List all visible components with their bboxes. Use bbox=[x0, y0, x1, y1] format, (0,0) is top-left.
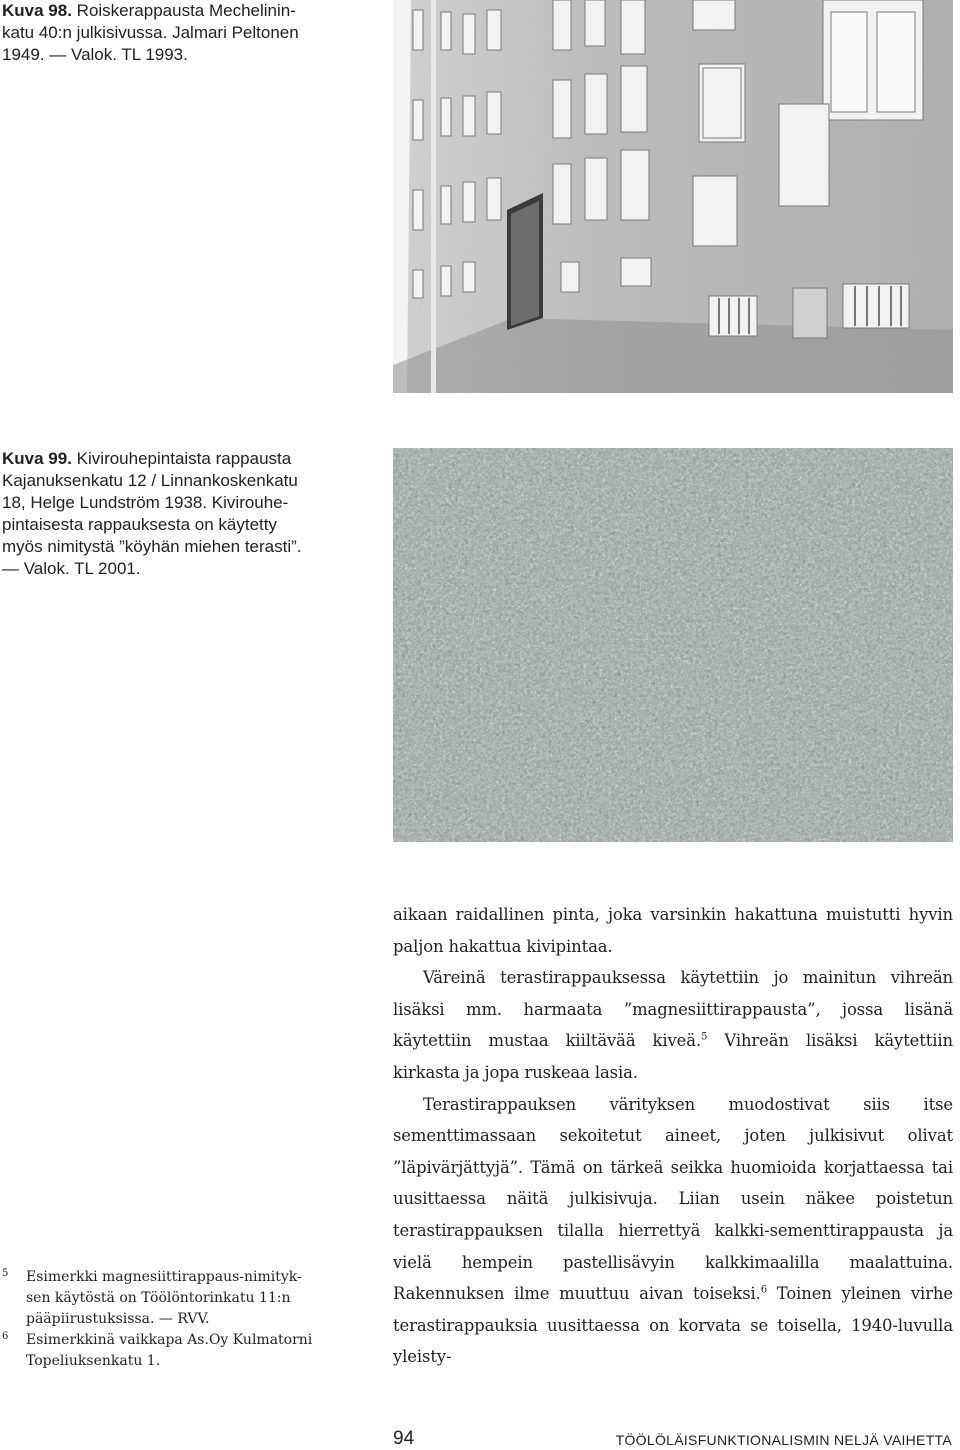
body-paragraph-2 bbox=[393, 962, 953, 1088]
figure-99-caption-line: Kivirouhepintaista rappausta bbox=[76, 449, 292, 468]
footnote-6 bbox=[2, 1330, 362, 1372]
figure-99-caption bbox=[2, 448, 382, 580]
figure-99-caption-line: pintaisesta rappauksesta on käytetty bbox=[2, 515, 277, 534]
figure-99-caption-line: Kajanuksenkatu 12 / Linnankoskenkatu bbox=[2, 471, 298, 490]
figure-98-caption bbox=[2, 0, 382, 66]
footnote-line: Esimerkki magnesiittirappaus-nimityk- bbox=[26, 1269, 302, 1285]
footnote-number: 6 bbox=[2, 1331, 9, 1342]
figure-98-caption-line: Roiskerappausta Mechelinin- bbox=[76, 1, 296, 20]
footnote-ref-6: 6 bbox=[760, 1284, 768, 1296]
figure-98-photo bbox=[393, 0, 953, 393]
body-paragraph-3-text: Terastirappauksen värityksen muodostivat siis itse sementtimassaan sekoitetut aineet, joten julkisivut olivat ”läpivärjättyjä”. Tämä on tärkeä seikka huomioida korjattaessa tai uusittaessa näitä julkisivuja. Liian usein näkee poistetun terastirappauksen tilalla hierrettyä kalkki-sementtirappausta ja vielä hempein pastellisävyin kalkkimaalilla maalattuina. Rakennuksen ilme muuttuu aivan toiseksi. bbox=[393, 1094, 953, 1304]
footnote-line: sen käytöstä on Töölöntorinkatu 11:n bbox=[26, 1290, 291, 1306]
running-title: TÖÖLÖLÄISFUNKTIONALISMIN NELJÄ VAIHETTA bbox=[615, 1432, 952, 1448]
body-paragraph-2-text-cont: Vihreän lisäksi käytettiin kirkasta ja jopa ruskeaa lasia. bbox=[393, 1031, 953, 1082]
figure-98-caption-line: 1949. — Valok. TL 1993. bbox=[2, 45, 188, 64]
figure-98-caption-line: katu 40:n julkisivussa. Jalmari Peltonen bbox=[2, 23, 299, 42]
figure-99-caption-line: 18, Helge Lundström 1938. Kivirouhe- bbox=[2, 493, 289, 512]
body-paragraph-2-text: Väreinä terastirappauksessa käytettiin jo mainitun vihreän lisäksi mm. harmaata ”magnesiittirappausta”, jossa lisänä käytettiin mustaa kiiltävää kiveä. bbox=[393, 968, 953, 1051]
body-paragraph-3-text-cont: Toinen yleinen virhe terastirappauksia uusittaessa on korvata se toisella, 1940-luvulla yleisty- bbox=[393, 1284, 953, 1367]
footnote-5 bbox=[2, 1267, 362, 1330]
figure-99-label: Kuva 99. bbox=[2, 449, 72, 468]
footnotes bbox=[2, 1267, 362, 1372]
figure-99-caption-line: myös nimitystä ”köyhän miehen terasti”. bbox=[2, 537, 302, 556]
footnote-line: Esimerkkinä vaikkapa As.Oy Kulmatorni bbox=[26, 1332, 313, 1348]
page-number: 94 bbox=[393, 1428, 415, 1449]
footnote-line: pääpiirustuksissa. — RVV. bbox=[26, 1311, 210, 1327]
figure-98-label: Kuva 98. bbox=[2, 1, 72, 20]
body-paragraph-3 bbox=[393, 1089, 953, 1373]
body-paragraph-1: aikaan raidallinen pinta, joka varsinkin hakattuna muistutti hyvin paljon hakattua kivipintaa. bbox=[393, 905, 953, 956]
figure-99-caption-line: — Valok. TL 2001. bbox=[2, 559, 141, 578]
footnote-ref-5: 5 bbox=[701, 1031, 708, 1043]
footnote-line: Topeliuksenkatu 1. bbox=[26, 1353, 161, 1369]
body-text bbox=[393, 899, 953, 1373]
footnote-number: 5 bbox=[2, 1268, 9, 1279]
figure-99-photo bbox=[393, 448, 953, 842]
